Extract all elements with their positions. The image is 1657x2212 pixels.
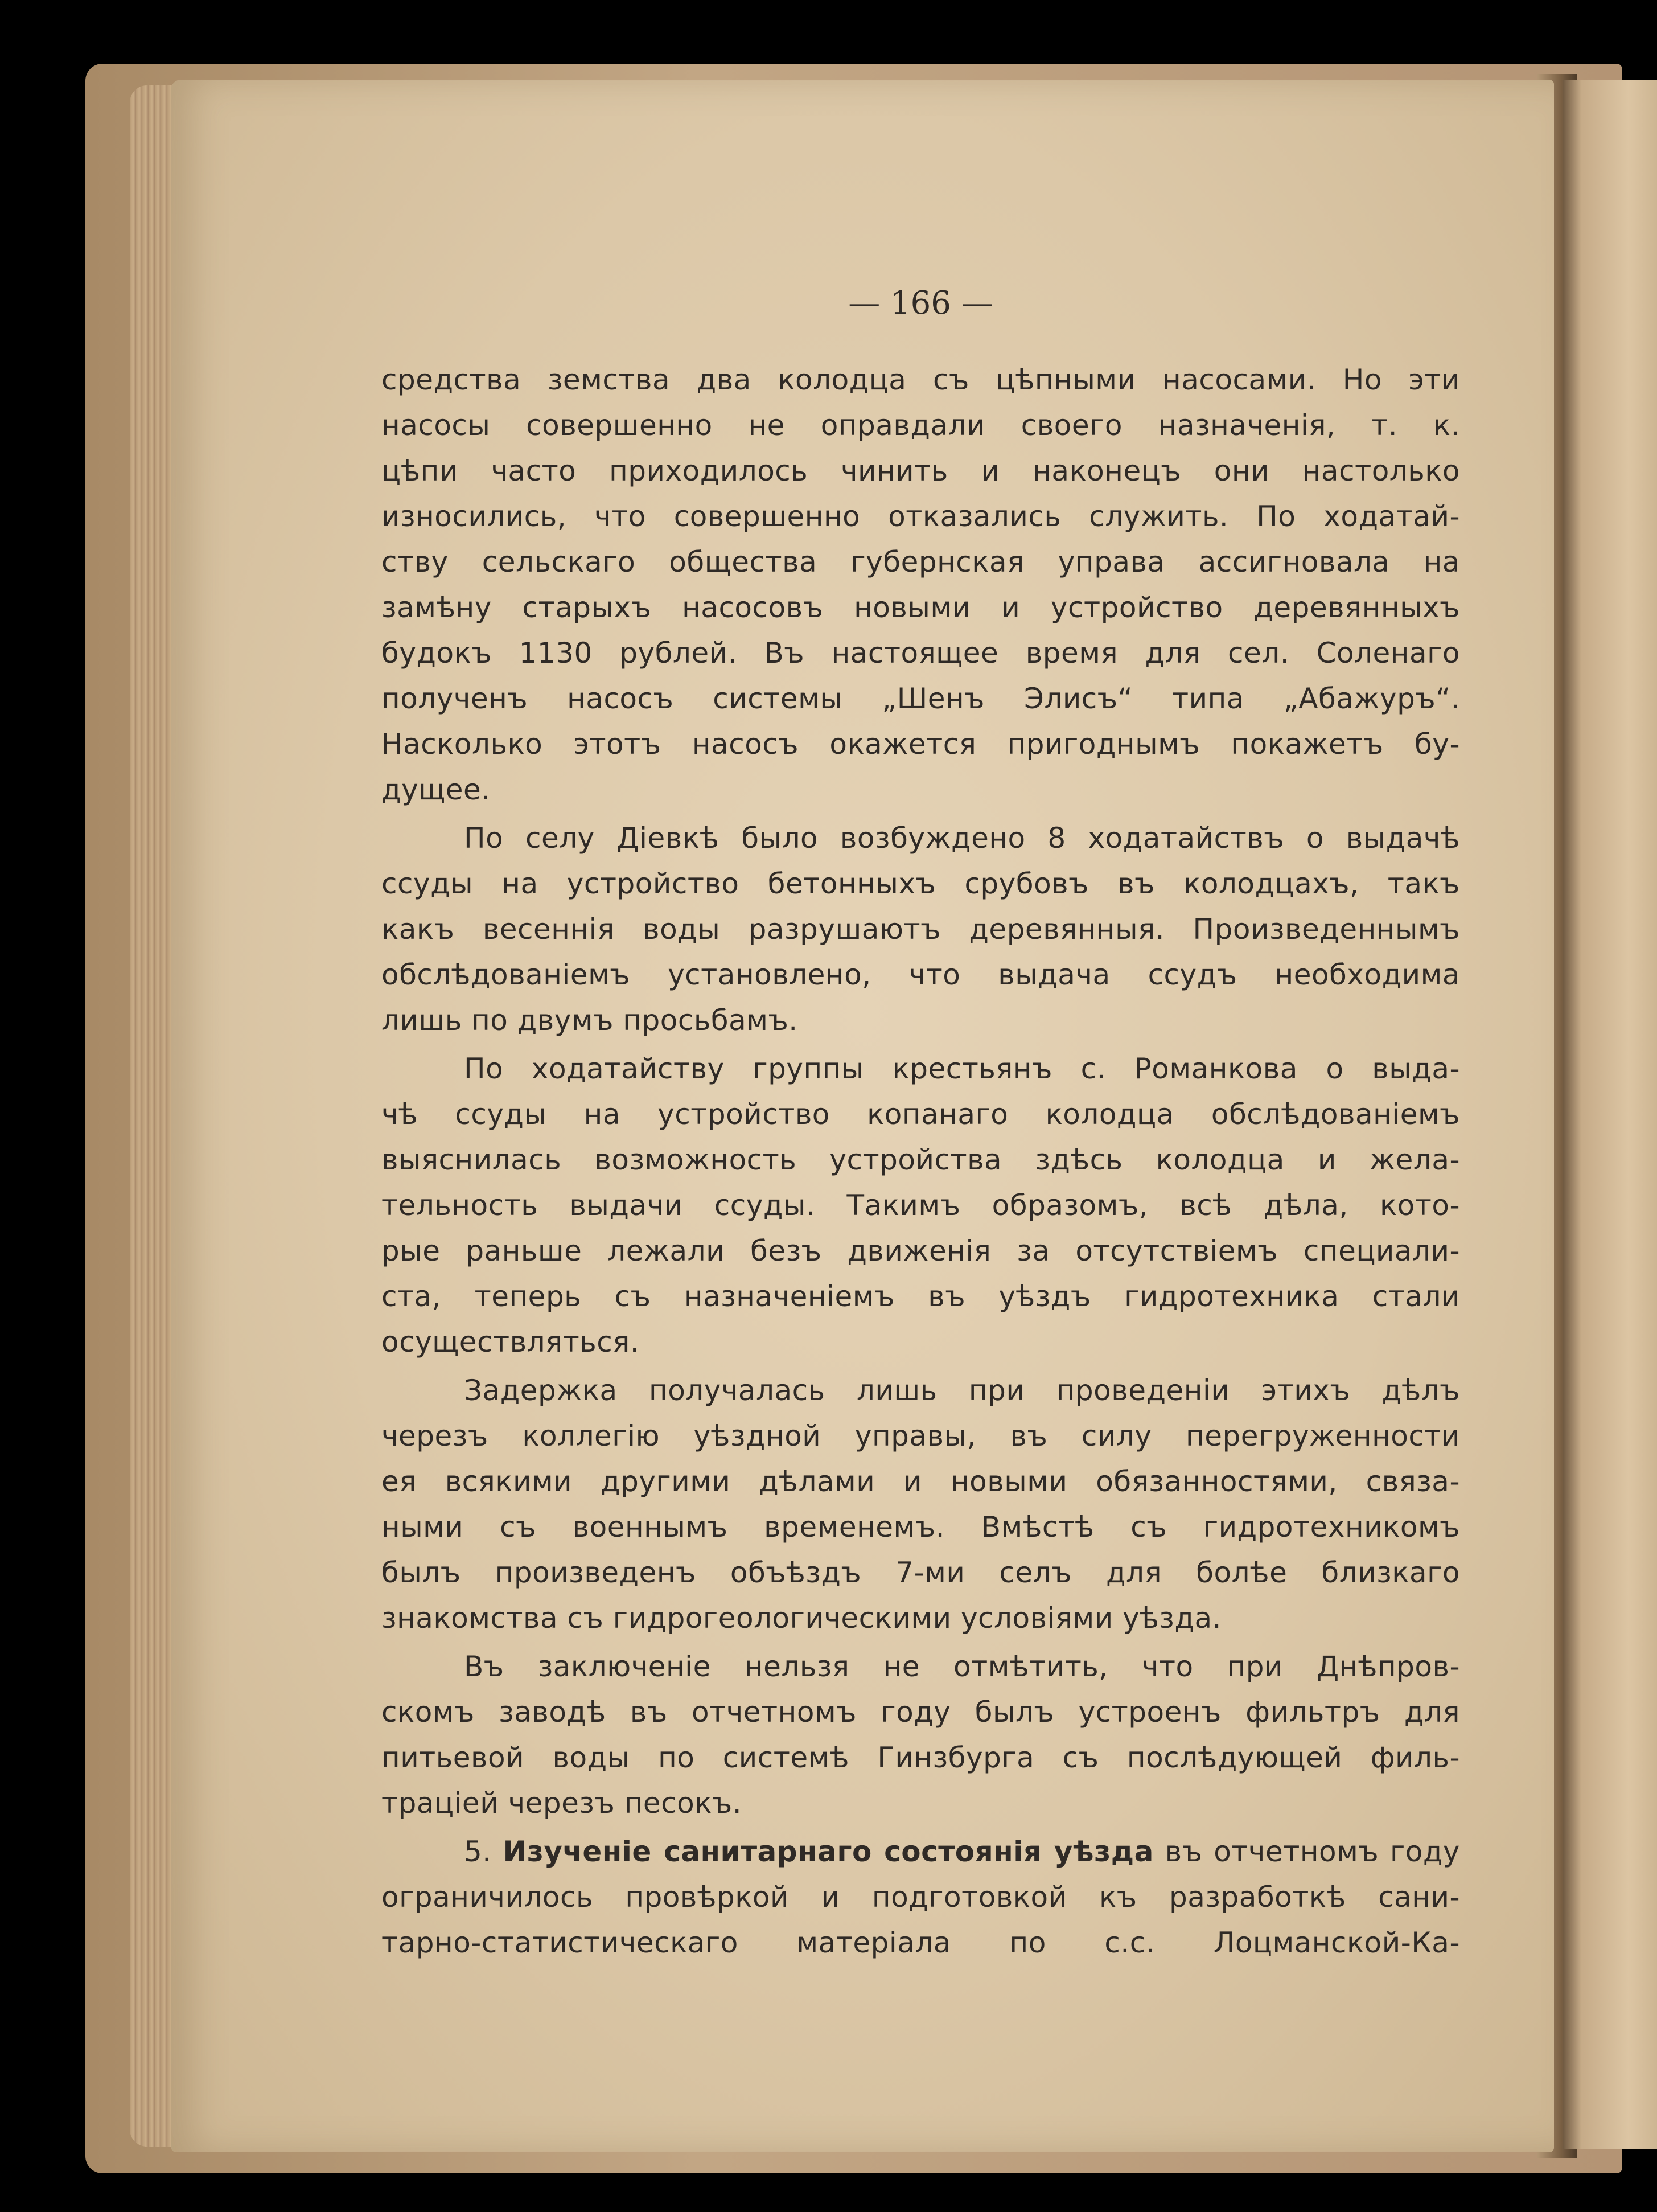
text-line: питьевой воды по системѣ Гинзбурга съ послѣдующей филь- (381, 1741, 1460, 1774)
text-line: Задержка получалась лишь при проведеніи этихъ дѣлъ (464, 1374, 1460, 1407)
section-title: Изученіе санитарнаго состоянія уѣзда (503, 1835, 1154, 1868)
text-line: ству сельскаго общества губернская управа ассигновала на (381, 545, 1460, 578)
section-text: въ отчетномъ году (1153, 1835, 1460, 1868)
page-edges (130, 85, 175, 2147)
text-line: Насколько этотъ насосъ окажется пригоднымъ покажетъ бу- (381, 728, 1460, 761)
text-line: какъ весеннія воды разрушаютъ деревянныя. Произведеннымъ (381, 913, 1460, 946)
text-line: чѣ ссуды на устройство копанаго колодца обслѣдованіемъ (381, 1098, 1460, 1131)
section-number: 5. (464, 1835, 503, 1868)
text-line: По ходатайству группы крестьянъ с. Романкова о выда- (464, 1052, 1460, 1085)
text-line: ограничилось провѣркой и подготовкой къ разработкѣ сани- (381, 1881, 1460, 1914)
section-heading-line (381, 1829, 1460, 1874)
text-line: выяснилась возможность устройства здѣсь колодца и жела- (381, 1143, 1460, 1176)
text-line: Въ заключеніе нельзя не отмѣтить, что при Днѣпров- (464, 1650, 1460, 1683)
text-line: замѣну старыхъ насосовъ новыми и устройство деревянныхъ (381, 591, 1460, 624)
text-line: средства земства два колодца съ цѣпными насосами. Но эти (381, 363, 1460, 396)
text-line: насосы совершенно не оправдали своего назначенія, т. к. (381, 409, 1460, 442)
text-line: траціей черезъ песокъ. (381, 1787, 742, 1820)
text-line: ссуды на устройство бетонныхъ срубовъ въ колодцахъ, такъ (381, 867, 1460, 900)
text-line: знакомства съ гидрогеологическими условіями уѣзда. (381, 1602, 1222, 1635)
text-line: дущее. (381, 773, 491, 806)
text-line: ста, теперь съ назначеніемъ въ уѣздъ гидротехника стали (381, 1280, 1460, 1313)
text-line: будокъ 1130 рублей. Въ настоящее время для сел. Соленаго (381, 637, 1460, 670)
text-line: износились, что совершенно отказались служить. По ходатай- (381, 500, 1460, 533)
text-line: ея всякими другими дѣлами и новыми обязанностями, связа- (381, 1465, 1460, 1498)
text-line: тельность выдачи ссуды. Такимъ образомъ, всѣ дѣла, кото- (381, 1189, 1460, 1222)
facing-page-edge (1563, 80, 1657, 2149)
page-number: — 166 — (848, 285, 993, 322)
text-line: полученъ насосъ системы „Шенъ Элисъ“ типа „Абажуръ“. (381, 682, 1460, 715)
text-line: осуществляться. (381, 1325, 640, 1359)
text-line: рые раньше лежали безъ движенія за отсутствіемъ специали- (381, 1234, 1460, 1267)
text-line: былъ произведенъ объѣздъ 7-ми селъ для болѣе близкаго (381, 1556, 1460, 1589)
text-line: лишь по двумъ просьбамъ. (381, 1004, 798, 1037)
text-line: скомъ заводѣ въ отчетномъ году былъ устроенъ фильтръ для (381, 1696, 1460, 1729)
text-line: цѣпи часто приходилось чинить и наконецъ они настолько (381, 454, 1460, 487)
text-line: обслѣдованіемъ установлено, что выдача ссудъ необходима (381, 958, 1460, 991)
text-line: По селу Діевкѣ было возбуждено 8 ходатайствъ о выдачѣ (464, 822, 1460, 855)
text-line: черезъ коллегію уѣздной управы, въ силу перегруженности (381, 1419, 1460, 1452)
text-line: ными съ военнымъ временемъ. Вмѣстѣ съ гидротехникомъ (381, 1511, 1460, 1544)
text-line: тарно-статистическаго матеріала по с.с. Лоцманской-Ка- (381, 1926, 1460, 1959)
